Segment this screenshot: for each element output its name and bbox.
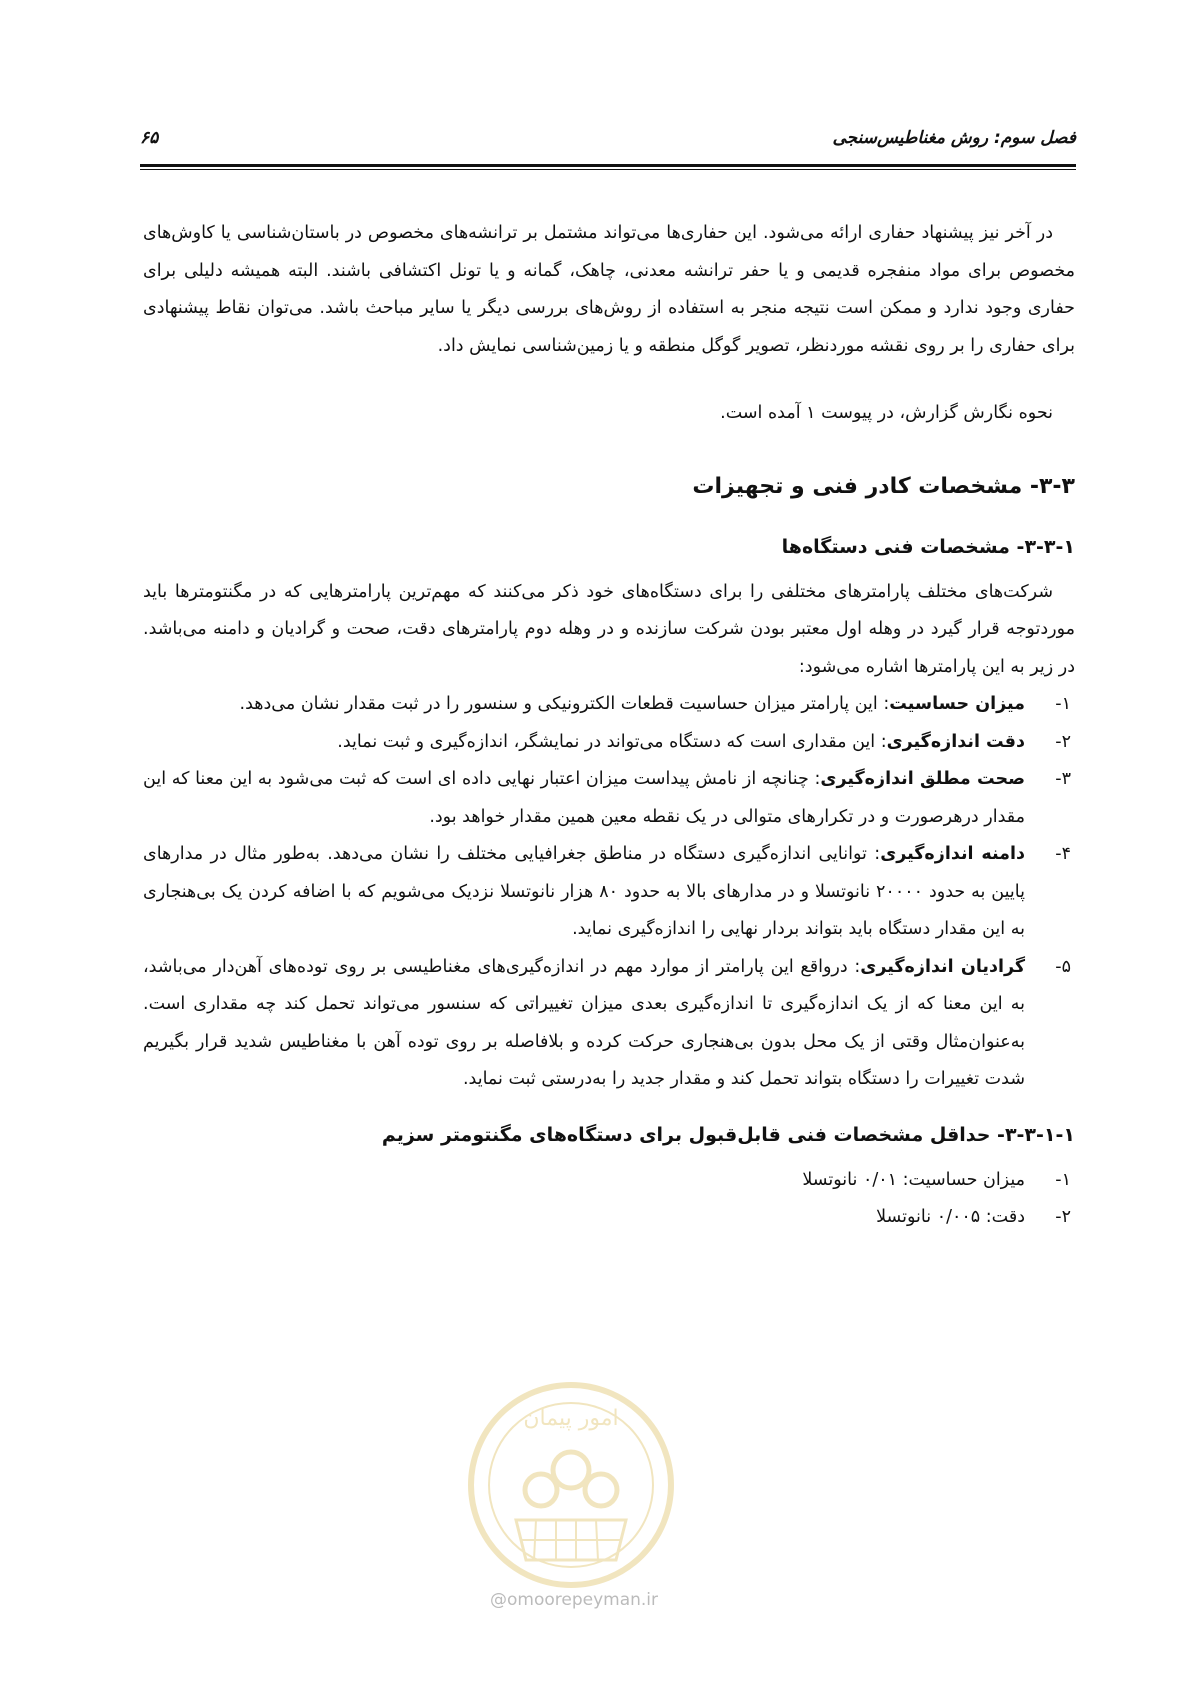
list-item (143, 686, 1075, 724)
list-item (143, 1199, 1075, 1237)
chapter-title: فصل سوم: روش مغناطیس‌سنجی (832, 128, 1076, 148)
list-number: ۵- (1055, 956, 1071, 977)
list-term: میزان حساسیت (889, 694, 1025, 714)
list-item (143, 724, 1075, 762)
list-term: دامنه اندازه‌گیری (880, 844, 1025, 864)
list-text: : چنانچه از نامش پیداست میزان اعتبار نهایی داده ای است که ثبت می‌شود به این معنا که این مقدار درهرصورت و در تکرارهای متوالی در یک نقطه معین همین مقدار خواهد بود. (143, 769, 1025, 827)
intro-paragraph: در آخر نیز پیشنهاد حفاری ارائه می‌شود. این حفاری‌ها می‌تواند مشتمل بر ترانشه‌های مخصوص در باستان‌شناسی یا کاوش‌های مخصوص برای مواد منفجره قدیمی و یا حفر ترانشه معدنی، چاهک، گمانه و یا تونل اکتشافی باشند. البته همیشه دلیلی برای حفاری وجود ندارد و ممکن است نتیجه منجر به استفاده از روش‌های بررسی دیگر یا سایر مباحث باشد. می‌توان نقاط پیشنهادی برای حفاری را بر روی نقشه موردنظر، تصویر گوگل منطقه و یا زمین‌شناسی نمایش داد. (143, 223, 1075, 356)
subsubsection-heading: ۳-۳-۱-۱- حداقل مشخصات فنی قابل‌قبول برای دستگاه‌های مگنتومتر سزیم (381, 1123, 1075, 1146)
list-text: دقت: ۰/۰۰۵ نانوتسلا (876, 1207, 1025, 1227)
watermark-seal-icon (456, 1370, 686, 1600)
header-rule-thick (140, 164, 1076, 167)
list-number: ۲- (1055, 731, 1071, 752)
spec-list (143, 1162, 1075, 1237)
watermark-text: @omoorepeyman.ir (490, 1590, 659, 1610)
list-term: دقت اندازه‌گیری (886, 731, 1025, 752)
list-text: : این مقداری است که دستگاه می‌تواند در نمایشگر، اندازه‌گیری و ثبت نماید. (337, 731, 887, 752)
header-rule-thin (140, 169, 1076, 170)
page-body (143, 215, 1075, 1237)
list-text: : درواقع این پارامتر از موارد مهم در اندازه‌گیری‌های مغناطیسی بر روی توده‌های آهن‌دار می‌باشد، به این معنا که از یک اندازه‌گیری تا اندازه‌گیری بعدی میزان تغییراتی که سنسور می‌تواند تحمل کند چه مقداری است. به‌عنوان‌مثال وقتی از یک محل بدون بی‌هنجاری حرکت کرده و بلافاصله بر روی توده آهن با مغناطیس شدید قرار بگیریم شدت تغییرات را دستگاه بتواند تحمل کند و مقدار جدید را به‌درستی ثبت نماید. (143, 956, 1025, 1089)
parameter-list (143, 686, 1075, 1099)
seal-text: امور پیمان (523, 1406, 619, 1431)
list-number: ۴- (1055, 844, 1071, 864)
list-item (143, 949, 1075, 1099)
report-note-paragraph: نحوه نگارش گزارش، در پیوست ۱ آمده است. (720, 403, 1053, 423)
list-number: ۱- (1055, 694, 1071, 714)
page-number: ۶۵ (140, 128, 159, 148)
list-term: گرادیان اندازه‌گیری (860, 956, 1026, 977)
section-heading: ۳-۳- مشخصات کادر فنی و تجهیزات (692, 473, 1075, 499)
list-item (143, 761, 1075, 836)
list-text: میزان حساسیت: ۰/۰۱ نانوتسلا (802, 1169, 1025, 1190)
list-text: : توانایی اندازه‌گیری دستگاه در مناطق جغرافیایی مختلف را نشان می‌دهد. به‌طور مثال در مدارهای پایین به حدود ۲۰۰۰۰ نانوتسلا و در مدارهای بالا به حدود ۸۰ هزار نانوتسلا نزدیک می‌شویم که با اضافه کردن یک بی‌هنجاری به این مقدار دستگاه باید بتواند بردار نهایی را اندازه‌گیری نماید. (143, 844, 1025, 939)
list-text: : این پارامتر میزان حساسیت قطعات الکترونیکی و سنسور را در ثبت مقدار نشان می‌دهد. (239, 694, 890, 714)
subsection-heading: ۳-۳-۱- مشخصات فنی دستگاه‌ها (781, 535, 1075, 558)
list-number: ۳- (1055, 769, 1071, 789)
list-item (143, 836, 1075, 949)
list-item (143, 1162, 1075, 1200)
list-number: ۲- (1055, 1207, 1071, 1227)
list-number: ۱- (1055, 1169, 1071, 1190)
subsection-paragraph: شرکت‌های مختلف پارامترهای مختلفی را برای دستگاه‌های خود ذکر می‌کنند که مهم‌ترین پارامترهایی که در مگنتومترها باید موردتوجه قرار گیرد در وهله اول معتبر بودن شرکت سازنده و در وهله دوم پارامترهای دقت، صحت و گرادیان و دامنه می‌باشد. در زیر به این پارامترها اشاره می‌شود: (143, 581, 1075, 677)
page-header (140, 128, 1076, 148)
list-term: صحت مطلق اندازه‌گیری (820, 769, 1025, 789)
